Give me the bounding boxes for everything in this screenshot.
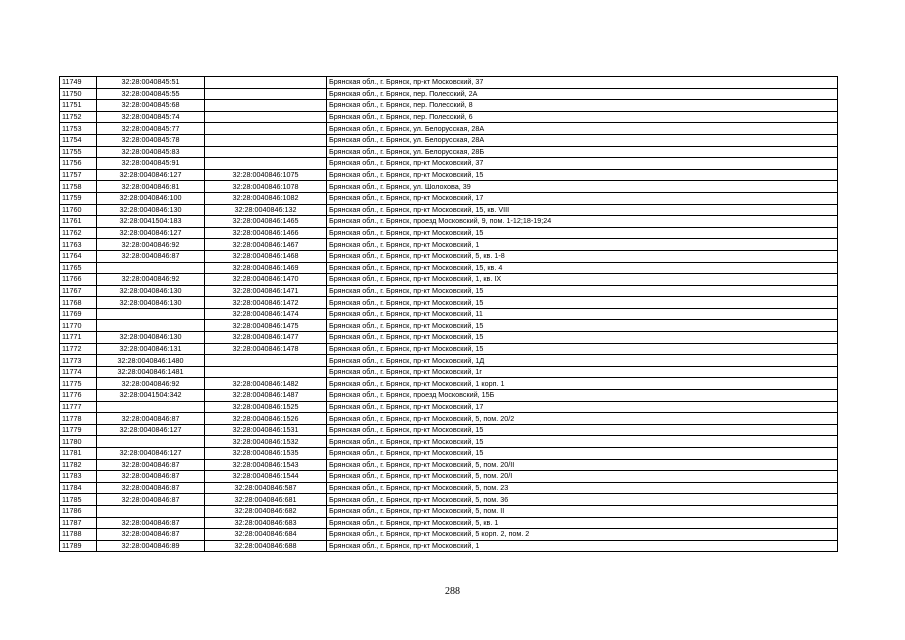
- table-row: [60, 517, 838, 529]
- object-number-cell: 32:28:0040846:1525: [205, 401, 327, 413]
- row-number-cell: 11768: [60, 297, 97, 309]
- row-number-cell: 11775: [60, 378, 97, 390]
- table-row: [60, 529, 838, 541]
- parcel-number-cell: [97, 401, 205, 413]
- table-row: [60, 100, 838, 112]
- row-number-cell: 11788: [60, 529, 97, 541]
- object-number-cell: 32:28:0040846:1075: [205, 169, 327, 181]
- row-number-cell: 11769: [60, 308, 97, 320]
- table-row: [60, 540, 838, 552]
- object-number-cell: 32:28:0040846:1471: [205, 285, 327, 297]
- address-cell: Брянская обл., г. Брянск, ул. Шолохова, 39: [327, 181, 838, 193]
- table-row: [60, 158, 838, 170]
- row-number-cell: 11770: [60, 320, 97, 332]
- table-row: [60, 332, 838, 344]
- address-cell: Брянская обл., г. Брянск, пр-кт Московский, 37: [327, 158, 838, 170]
- parcel-number-cell: 32:28:0040845:55: [97, 88, 205, 100]
- address-cell: Брянская обл., г. Брянск, пр-кт Московский, 15: [327, 436, 838, 448]
- row-number-cell: 11755: [60, 146, 97, 158]
- table-row: [60, 88, 838, 100]
- row-number-cell: 11764: [60, 250, 97, 262]
- parcel-number-cell: 32:28:0040846:130: [97, 297, 205, 309]
- parcel-number-cell: 32:28:0040845:83: [97, 146, 205, 158]
- address-cell: Брянская обл., г. Брянск, пр-кт Московский, 5, кв. 1: [327, 517, 838, 529]
- row-number-cell: 11783: [60, 471, 97, 483]
- table-row: [60, 448, 838, 460]
- parcel-number-cell: 32:28:0041504:183: [97, 216, 205, 228]
- object-number-cell: 32:28:0040846:1526: [205, 413, 327, 425]
- table-row: [60, 494, 838, 506]
- object-number-cell: 32:28:0040846:681: [205, 494, 327, 506]
- table-row: [60, 274, 838, 286]
- table-row: [60, 169, 838, 181]
- parcel-number-cell: 32:28:0040846:87: [97, 459, 205, 471]
- parcel-number-cell: [97, 436, 205, 448]
- row-number-cell: 11782: [60, 459, 97, 471]
- address-cell: Брянская обл., г. Брянск, пр-кт Московский, 5, кв. 1-8: [327, 250, 838, 262]
- address-cell: Брянская обл., г. Брянск, пр-кт Московский, 5, пом. 20/2: [327, 413, 838, 425]
- parcel-number-cell: 32:28:0040846:130: [97, 204, 205, 216]
- object-number-cell: 32:28:0040846:1469: [205, 262, 327, 274]
- object-number-cell: [205, 158, 327, 170]
- address-cell: Брянская обл., г. Брянск, пр-кт Московский, 1, кв. IX: [327, 274, 838, 286]
- address-cell: Брянская обл., г. Брянск, пр-кт Московский, 11: [327, 308, 838, 320]
- parcel-number-cell: 32:28:0040846:92: [97, 378, 205, 390]
- parcel-number-cell: 32:28:0040846:130: [97, 285, 205, 297]
- parcel-number-cell: [97, 308, 205, 320]
- address-cell: Брянская обл., г. Брянск, пр-кт Московский, 15: [327, 297, 838, 309]
- address-cell: Брянская обл., г. Брянск, пр-кт Московский, 15: [327, 169, 838, 181]
- row-number-cell: 11786: [60, 505, 97, 517]
- address-cell: Брянская обл., г. Брянск, пр-кт Московский, 5, пом. 20/I: [327, 471, 838, 483]
- parcel-number-cell: 32:28:0040846:87: [97, 517, 205, 529]
- parcel-number-cell: 32:28:0040845:77: [97, 123, 205, 135]
- table-row: [60, 134, 838, 146]
- row-number-cell: 11760: [60, 204, 97, 216]
- table-row: [60, 471, 838, 483]
- parcel-number-cell: [97, 262, 205, 274]
- parcel-number-cell: 32:28:0040846:87: [97, 250, 205, 262]
- row-number-cell: 11763: [60, 239, 97, 251]
- parcel-number-cell: 32:28:0040846:127: [97, 424, 205, 436]
- parcel-number-cell: 32:28:0040846:81: [97, 181, 205, 193]
- object-number-cell: [205, 134, 327, 146]
- object-number-cell: 32:28:0040846:684: [205, 529, 327, 541]
- row-number-cell: 11758: [60, 181, 97, 193]
- table-row: [60, 401, 838, 413]
- row-number-cell: 11750: [60, 88, 97, 100]
- parcel-number-cell: 32:28:0040846:131: [97, 343, 205, 355]
- address-cell: Брянская обл., г. Брянск, пр-кт Московский, 15, кв. VIII: [327, 204, 838, 216]
- table-row: [60, 378, 838, 390]
- row-number-cell: 11751: [60, 100, 97, 112]
- table-row: [60, 123, 838, 135]
- object-number-cell: 32:28:0040846:1532: [205, 436, 327, 448]
- object-number-cell: 32:28:0040846:1477: [205, 332, 327, 344]
- address-cell: Брянская обл., г. Брянск, пр-кт Московский, 1г: [327, 366, 838, 378]
- parcel-number-cell: 32:28:0040846:87: [97, 471, 205, 483]
- row-number-cell: 11754: [60, 134, 97, 146]
- address-cell: Брянская обл., г. Брянск, ул. Белорусская, 28А: [327, 134, 838, 146]
- table-row: [60, 308, 838, 320]
- address-cell: Брянская обл., г. Брянск, пр-кт Московский, 1Д: [327, 355, 838, 367]
- address-cell: Брянская обл., г. Брянск, пр-кт Московский, 15: [327, 285, 838, 297]
- parcel-number-cell: 32:28:0040845:74: [97, 111, 205, 123]
- address-cell: Брянская обл., г. Брянск, пр-кт Московский, 15: [327, 424, 838, 436]
- object-number-cell: 32:28:0040846:688: [205, 540, 327, 552]
- parcel-number-cell: 32:28:0040845:68: [97, 100, 205, 112]
- object-number-cell: 32:28:0040846:682: [205, 505, 327, 517]
- table-row: [60, 77, 838, 89]
- table-row: [60, 111, 838, 123]
- object-number-cell: 32:28:0040846:1531: [205, 424, 327, 436]
- row-number-cell: 11774: [60, 366, 97, 378]
- table-body: [60, 77, 838, 552]
- object-number-cell: 32:28:0040846:1475: [205, 320, 327, 332]
- address-cell: Брянская обл., г. Брянск, ул. Белорусская, 28А: [327, 123, 838, 135]
- object-number-cell: 32:28:0040846:1487: [205, 390, 327, 402]
- parcel-number-cell: 32:28:0040846:87: [97, 413, 205, 425]
- address-cell: Брянская обл., г. Брянск, пр-кт Московский, 1 корп. 1: [327, 378, 838, 390]
- row-number-cell: 11766: [60, 274, 97, 286]
- row-number-cell: 11762: [60, 227, 97, 239]
- address-cell: Брянская обл., г. Брянск, пр-кт Московский, 15: [327, 320, 838, 332]
- table-row: [60, 390, 838, 402]
- address-cell: Брянская обл., г. Брянск, пр-кт Московский, 5, пом. 36: [327, 494, 838, 506]
- address-cell: Брянская обл., г. Брянск, пр-кт Московский, 17: [327, 192, 838, 204]
- row-number-cell: 11778: [60, 413, 97, 425]
- address-cell: Брянская обл., г. Брянск, пр-кт Московский, 5 корп. 2, пом. 2: [327, 529, 838, 541]
- parcel-number-cell: [97, 320, 205, 332]
- row-number-cell: 11757: [60, 169, 97, 181]
- row-number-cell: 11761: [60, 216, 97, 228]
- address-cell: Брянская обл., г. Брянск, пр-кт Московский, 15: [327, 343, 838, 355]
- address-cell: Брянская обл., г. Брянск, пр-кт Московский, 15: [327, 227, 838, 239]
- object-number-cell: [205, 77, 327, 89]
- row-number-cell: 11772: [60, 343, 97, 355]
- object-number-cell: 32:28:0040846:1082: [205, 192, 327, 204]
- table-row: [60, 262, 838, 274]
- parcel-number-cell: 32:28:0040846:127: [97, 448, 205, 460]
- row-number-cell: 11776: [60, 390, 97, 402]
- address-cell: Брянская обл., г. Брянск, пер. Полесский, 2А: [327, 88, 838, 100]
- object-number-cell: 32:28:0040846:683: [205, 517, 327, 529]
- row-number-cell: 11785: [60, 494, 97, 506]
- table-row: [60, 297, 838, 309]
- table-row: [60, 239, 838, 251]
- object-number-cell: 32:28:0040846:1478: [205, 343, 327, 355]
- table-row: [60, 505, 838, 517]
- parcel-number-cell: 32:28:0040846:92: [97, 239, 205, 251]
- table-row: [60, 181, 838, 193]
- address-cell: Брянская обл., г. Брянск, пр-кт Московский, 5, пом. 20/II: [327, 459, 838, 471]
- table-row: [60, 216, 838, 228]
- table-row: [60, 424, 838, 436]
- table-row: [60, 192, 838, 204]
- row-number-cell: 11752: [60, 111, 97, 123]
- row-number-cell: 11773: [60, 355, 97, 367]
- page-number: 288: [445, 586, 460, 597]
- object-number-cell: 32:28:0040846:1482: [205, 378, 327, 390]
- row-number-cell: 11765: [60, 262, 97, 274]
- parcel-number-cell: 32:28:0040846:87: [97, 482, 205, 494]
- parcel-number-cell: 32:28:0040845:51: [97, 77, 205, 89]
- row-number-cell: 11749: [60, 77, 97, 89]
- parcel-number-cell: 32:28:0040846:100: [97, 192, 205, 204]
- row-number-cell: 11784: [60, 482, 97, 494]
- object-number-cell: 32:28:0040846:1467: [205, 239, 327, 251]
- object-number-cell: [205, 88, 327, 100]
- address-cell: Брянская обл., г. Брянск, проезд Московский, 15Б: [327, 390, 838, 402]
- table-row: [60, 413, 838, 425]
- table-row: [60, 436, 838, 448]
- table-row: [60, 366, 838, 378]
- parcel-number-cell: 32:28:0040846:127: [97, 227, 205, 239]
- address-cell: Брянская обл., г. Брянск, пр-кт Московский, 15: [327, 332, 838, 344]
- object-number-cell: 32:28:0040846:1474: [205, 308, 327, 320]
- table-row: [60, 482, 838, 494]
- table-row: [60, 285, 838, 297]
- row-number-cell: 11759: [60, 192, 97, 204]
- object-number-cell: [205, 366, 327, 378]
- object-number-cell: [205, 355, 327, 367]
- object-number-cell: 32:28:0040846:1543: [205, 459, 327, 471]
- object-number-cell: 32:28:0040846:1468: [205, 250, 327, 262]
- address-cell: Брянская обл., г. Брянск, проезд Московский, 9, пом. 1-12;18-19;24: [327, 216, 838, 228]
- row-number-cell: 11767: [60, 285, 97, 297]
- table-row: [60, 204, 838, 216]
- parcel-number-cell: 32:28:0040846:130: [97, 332, 205, 344]
- address-cell: Брянская обл., г. Брянск, пр-кт Московский, 1: [327, 540, 838, 552]
- address-cell: Брянская обл., г. Брянск, пр-кт Московский, 17: [327, 401, 838, 413]
- parcel-number-cell: 32:28:0040845:91: [97, 158, 205, 170]
- address-cell: Брянская обл., г. Брянск, пр-кт Московский, 5, пом. 23: [327, 482, 838, 494]
- parcel-number-cell: 32:28:0040846:92: [97, 274, 205, 286]
- row-number-cell: 11779: [60, 424, 97, 436]
- row-number-cell: 11771: [60, 332, 97, 344]
- row-number-cell: 11780: [60, 436, 97, 448]
- object-number-cell: 32:28:0040846:1078: [205, 181, 327, 193]
- object-number-cell: 32:28:0040846:1472: [205, 297, 327, 309]
- row-number-cell: 11777: [60, 401, 97, 413]
- address-cell: Брянская обл., г. Брянск, ул. Белорусская, 28Б: [327, 146, 838, 158]
- table-row: [60, 250, 838, 262]
- table-row: [60, 343, 838, 355]
- object-number-cell: 32:28:0040846:587: [205, 482, 327, 494]
- object-number-cell: 32:28:0040846:1544: [205, 471, 327, 483]
- parcel-number-cell: 32:28:0041504:342: [97, 390, 205, 402]
- object-number-cell: 32:28:0040846:1470: [205, 274, 327, 286]
- cadastral-register-table: [59, 76, 838, 552]
- row-number-cell: 11787: [60, 517, 97, 529]
- parcel-number-cell: 32:28:0040846:89: [97, 540, 205, 552]
- object-number-cell: [205, 123, 327, 135]
- parcel-number-cell: 32:28:0040845:78: [97, 134, 205, 146]
- object-number-cell: [205, 111, 327, 123]
- object-number-cell: 32:28:0040846:1466: [205, 227, 327, 239]
- table-row: [60, 227, 838, 239]
- address-cell: Брянская обл., г. Брянск, пр-кт Московский, 37: [327, 77, 838, 89]
- address-cell: Брянская обл., г. Брянск, пр-кт Московский, 15: [327, 448, 838, 460]
- table-row: [60, 320, 838, 332]
- parcel-number-cell: 32:28:0040846:87: [97, 494, 205, 506]
- table-row: [60, 146, 838, 158]
- address-cell: Брянская обл., г. Брянск, пр-кт Московский, 1: [327, 239, 838, 251]
- parcel-number-cell: [97, 505, 205, 517]
- table-row: [60, 355, 838, 367]
- address-cell: Брянская обл., г. Брянск, пр-кт Московский, 15, кв. 4: [327, 262, 838, 274]
- object-number-cell: 32:28:0040846:132: [205, 204, 327, 216]
- row-number-cell: 11753: [60, 123, 97, 135]
- parcel-number-cell: 32:28:0040846:127: [97, 169, 205, 181]
- row-number-cell: 11781: [60, 448, 97, 460]
- object-number-cell: 32:28:0040846:1465: [205, 216, 327, 228]
- table-row: [60, 459, 838, 471]
- row-number-cell: 11789: [60, 540, 97, 552]
- address-cell: Брянская обл., г. Брянск, пер. Полесский, 8: [327, 100, 838, 112]
- object-number-cell: [205, 100, 327, 112]
- object-number-cell: 32:28:0040846:1535: [205, 448, 327, 460]
- parcel-number-cell: 32:28:0040846:1481: [97, 366, 205, 378]
- address-cell: Брянская обл., г. Брянск, пер. Полесский, 6: [327, 111, 838, 123]
- parcel-number-cell: 32:28:0040846:1480: [97, 355, 205, 367]
- address-cell: Брянская обл., г. Брянск, пр-кт Московский, 5, пом. II: [327, 505, 838, 517]
- object-number-cell: [205, 146, 327, 158]
- row-number-cell: 11756: [60, 158, 97, 170]
- parcel-number-cell: 32:28:0040846:87: [97, 529, 205, 541]
